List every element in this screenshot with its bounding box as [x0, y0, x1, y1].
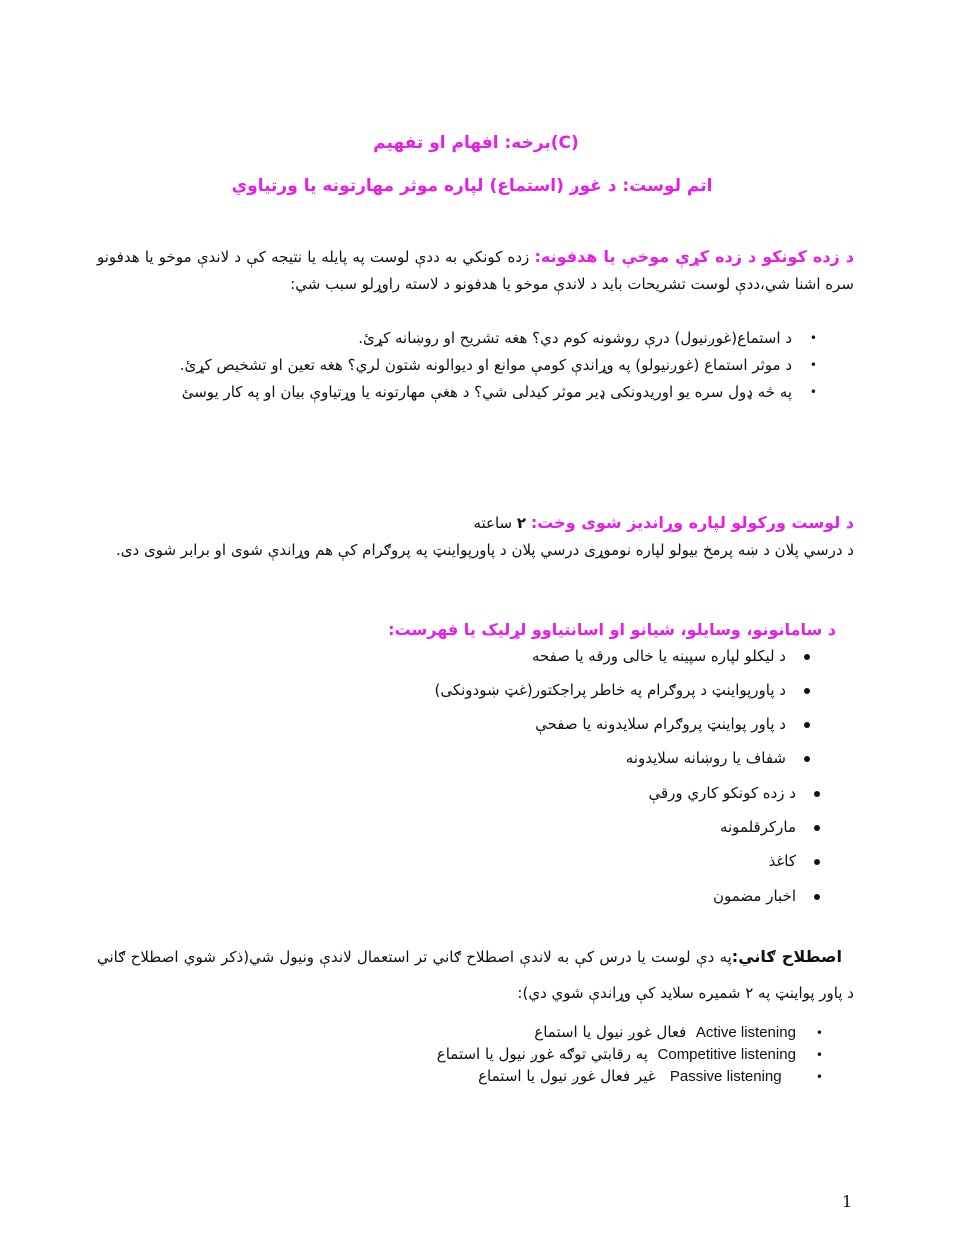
bullet-icon: •: [809, 385, 817, 399]
section-title: (C)برخه: افهام او تفهیم: [373, 133, 579, 153]
page-number: 1: [842, 1192, 853, 1211]
list-item: شفاف یا روښانه سلایدونه: [626, 749, 810, 767]
time-section: [97, 509, 854, 564]
list-item: • د موثر استماع (غوږنیولو) په وړاندې کومې موانع او دیوالونه شتون لري؟ هغه تعین او تشخیص کړئ.: [97, 352, 854, 379]
list-item: اخبار مضمون: [713, 887, 820, 905]
bullet-icon: •: [809, 331, 817, 345]
list-item: مارکرقلمونه: [720, 818, 820, 836]
list-item: • په څه ډول سره یو اوریدونکی ډیر موثر کیدلی شي؟ د هغې مهارتونه یا وړتیاوې بیان او په کار یوسئ: [97, 379, 854, 406]
bullet-icon: •: [815, 1070, 823, 1084]
list-item: د زده کونکو کاري ورقې: [649, 784, 821, 802]
bullet-icon: •: [815, 1048, 823, 1062]
objectives-paragraph: [97, 243, 854, 298]
lesson-title: اتم لوست: د غوږ (استماع) لپاره موثر مهارتونه یا ورتیاوي: [231, 176, 713, 196]
objectives-list: [97, 325, 854, 406]
time-unit: ساعته: [473, 514, 517, 532]
bullet-icon: [814, 894, 820, 900]
terms-paragraph: [97, 939, 854, 1011]
list-item: کاغذ: [769, 852, 820, 870]
bullet-icon: [814, 825, 820, 831]
bullet-icon: [804, 722, 810, 728]
list-item: •Active listening فعال غوږ نیول یا استماع: [534, 1023, 823, 1041]
bullet-icon: [814, 859, 820, 865]
time-text: د درسي پلان د ښه پرمخ بیولو لپاره نوموړی درسي پلان د پاورپواینټ په پروګرام کې هم وړاندې شوی او برابر شوی دی.: [116, 541, 854, 559]
bullet-icon: [804, 756, 810, 762]
list-item: • Passive listening غیر فعال غوږ نیول یا استماع: [478, 1067, 823, 1085]
bullet-icon: •: [815, 1026, 823, 1040]
bullet-icon: [804, 654, 810, 660]
list-item: •Competitive listening په رقابتي توګه غوږ نیول یا استماع: [436, 1045, 823, 1063]
time-value: ۲: [516, 514, 527, 532]
list-item: د پاور پواینټ پروګرام سلایدونه یا صفحې: [535, 715, 810, 733]
terms-text: په دې لوست یا درس کې به لاندې اصطلاح ګاني تر استعمال لاندې ونیول شي(ذکر شوي اصطلاح ګاني د پاور پواینټ په ۲ شمیره سلاید کې وړاندې شوي دي):: [97, 948, 854, 1002]
time-heading: د لوست ورکولو لپاره وړاندیز شوی وخت:: [530, 513, 854, 532]
list-item: د لیکلو لپاره سپینه یا خالی ورقه یا صفحه: [532, 647, 810, 665]
objectives-text: زده کونکي به ددې لوست په پایله یا نتیجه کې د لاندې موخو یا هدفونو سره اشنا شي،ددې لوست تشریحات باید د لاندې موخو یا هدفونو د لاسته راوړلو سبب شي:: [97, 248, 854, 293]
bullet-icon: [804, 688, 810, 694]
bullet-icon: [814, 791, 820, 797]
bullet-icon: •: [809, 358, 817, 372]
list-item: د پاورپواینټ د پروګرام په خاطر پراجکتور(غټ ښودونکی): [434, 681, 810, 699]
objectives-heading: د زده کونکو د زده کړې موخې یا هدفونه:: [534, 247, 855, 266]
list-item: • د استماع(غوږنیول) درې روشونه کوم دي؟ هغه تشریح او روښانه کړئ.: [97, 325, 854, 352]
terms-heading: اصطلاح ګاني:: [731, 947, 842, 966]
materials-heading: د سامانونو، وسایلو، شیانو او اسانتیاوو لړلیک یا فهرست:: [388, 620, 836, 639]
